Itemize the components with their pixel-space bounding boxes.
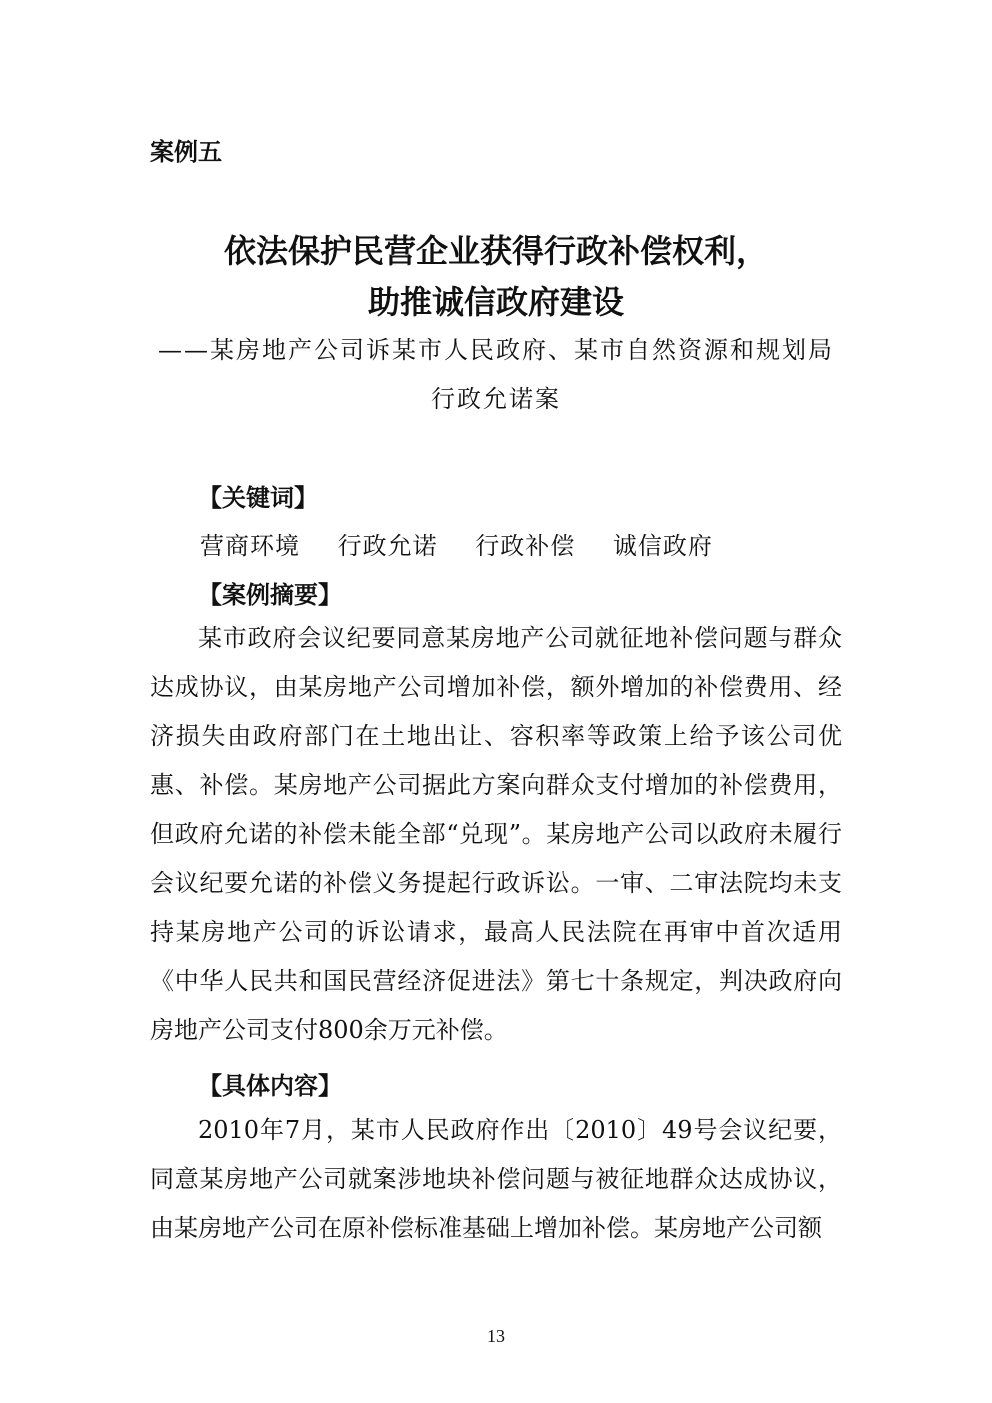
title-line-2: 助推诚信政府建设: [367, 283, 624, 321]
summary-paragraph: 某市政府会议纪要同意某房地产公司就征地补偿问题与群众达成协议，由某房地产公司增加补偿，额外增加的补偿费用、经济损失由政府部门在土地出让、容积率等政策上给予该公司优惠、补偿。某房地产公司据此方案向群众支付增加的补偿费用，但政府允诺的补偿未能全部“兑现”。某房地产公司以政府未履行会议纪要允诺的补偿义务提起行政诉讼。一审、二审法院均未支持某房地产公司的诉讼请求，最高人民法院在再审中首次适用《中华人民共和国民营经济促进法》第七十条规定，判决政府向房地产公司支付800余万元补偿。: [150, 624, 842, 1044]
keyword: 行政允诺: [337, 532, 438, 560]
keywords-list: [200, 526, 743, 561]
keywords-heading: 【关键词】: [198, 484, 318, 512]
content-heading: 【具体内容】: [198, 1072, 342, 1100]
keyword: 营商环境: [200, 532, 300, 560]
content-paragraph: 2010年7月，某市人民政府作出〔2010〕49号会议纪要，同意某房地产公司就案涉地块补偿问题与被征地群众达成协议，由某房地产公司在原补偿标准基础上增加补偿。某房地产公司额: [150, 1116, 842, 1242]
summary-heading: 【案例摘要】: [198, 581, 342, 609]
page-number: 13: [487, 1326, 505, 1346]
subtitle-line-2: 行政允诺案: [431, 385, 561, 413]
keyword: 行政补偿: [475, 532, 576, 560]
subtitle-line-1: ——某房地产公司诉某市人民政府、某市自然资源和规划局: [158, 336, 834, 364]
title-line-1: 依法保护民营企业获得行政补偿权利，: [223, 232, 768, 270]
case-number: 案例五: [150, 138, 222, 166]
keyword: 诚信政府: [612, 532, 713, 560]
